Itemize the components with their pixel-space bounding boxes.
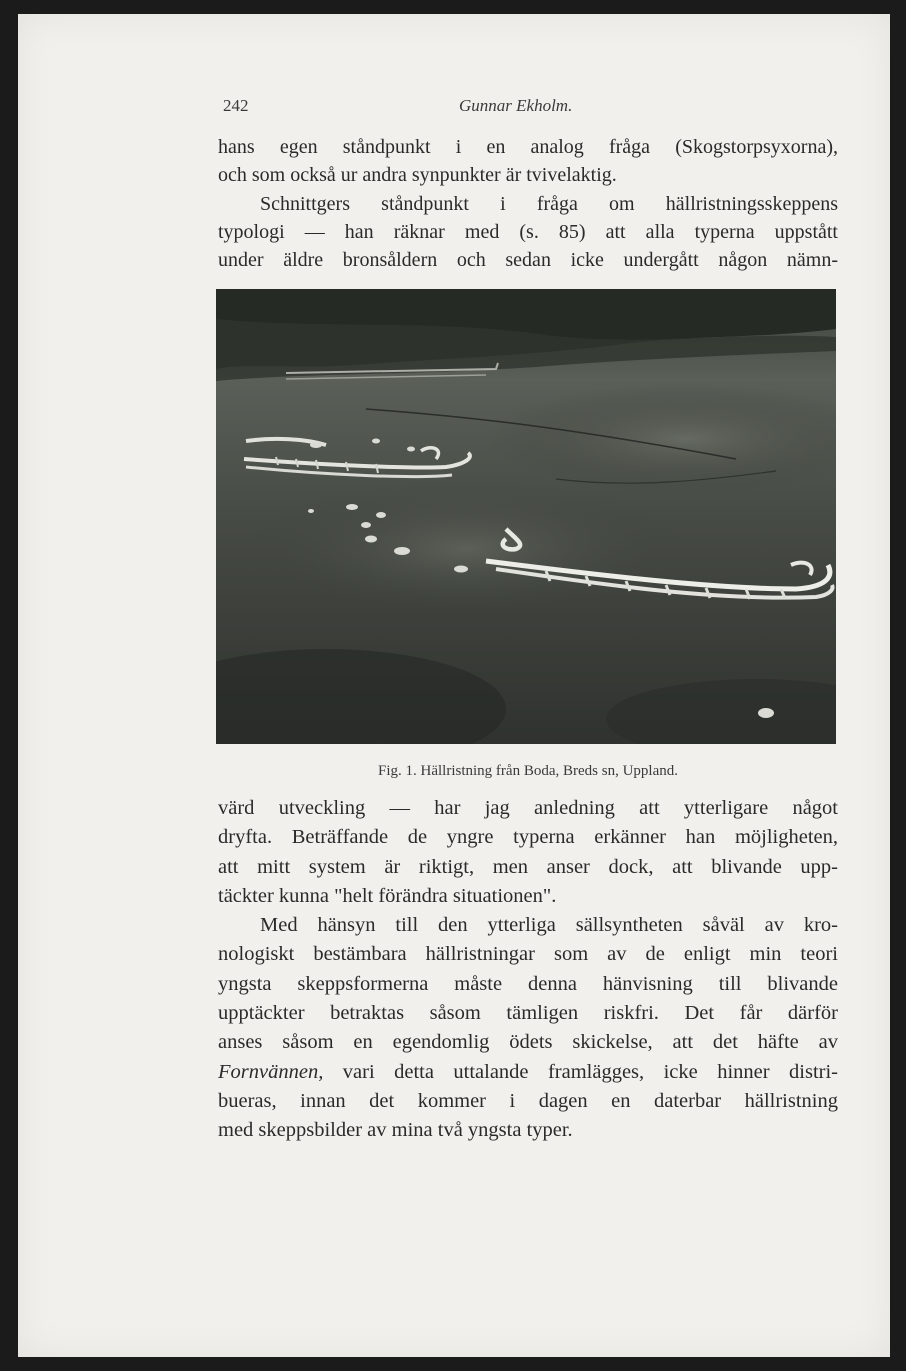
figure-caption: Fig. 1. Hällristning från Boda, Breds sn, Uppland. [378,763,678,779]
page-header [223,96,843,120]
text-line: typologi — han räknar med (s. 85) att alla typerna uppstått [218,220,838,243]
text-fragment: vari detta uttalande framlägges, icke hinner distri- [323,1060,838,1083]
text-line: dryfta. Beträffande de yngre typerna erkänner han möjligheten, [218,826,838,849]
rock-carving-photo [216,289,836,744]
text-line: täckter kunna "helt förändra situationen". [218,884,557,907]
bottom-text-block [218,794,838,1146]
running-head: Gunnar Ekholm. [459,96,573,115]
text-line: Med hänsyn till den ytterliga sällsyntheten såväl av kro- [260,914,838,937]
text-line: och som också ur andra synpunkter är tvivelaktig. [218,164,617,187]
text-line: under äldre bronsåldern och sedan icke undergått någon nämn- [218,249,838,272]
journal-title: Fornvännen, [218,1060,324,1083]
text-line: hans egen ståndpunkt i en analog fråga (Skogstorpsyxorna), [218,136,838,158]
text-line [218,1058,838,1087]
text-line: att mitt system är riktigt, men anser dock, att blivande upp- [218,855,838,878]
text-line: upptäckter betraktas såsom tämligen riskfri. Det får därför [218,1002,838,1025]
page-number: 242 [223,96,249,115]
text-line: Schnittgers ståndpunkt i fråga om hällristningsskeppens [260,192,838,215]
paragraph [218,133,838,190]
text-line: nologiskt bestämbara hällristningar som av de enligt min teori [218,943,838,966]
text-line: bueras, innan det kommer i dagen en daterbar hällristning [218,1089,838,1112]
text-line: anses såsom en egendomlig ödets skickelse, att det häfte av [218,1031,838,1054]
paragraph [218,794,838,911]
text-line: med skeppsbilder av mina två yngsta typer. [218,1119,573,1142]
text-line: yngsta skeppsformerna måste denna hänvisning till blivande [218,972,838,995]
paragraph [218,911,838,1145]
text-line: värd utveckling — har jag anledning att ytterligare något [218,797,838,819]
top-text-block [218,133,838,274]
paragraph [218,190,838,275]
